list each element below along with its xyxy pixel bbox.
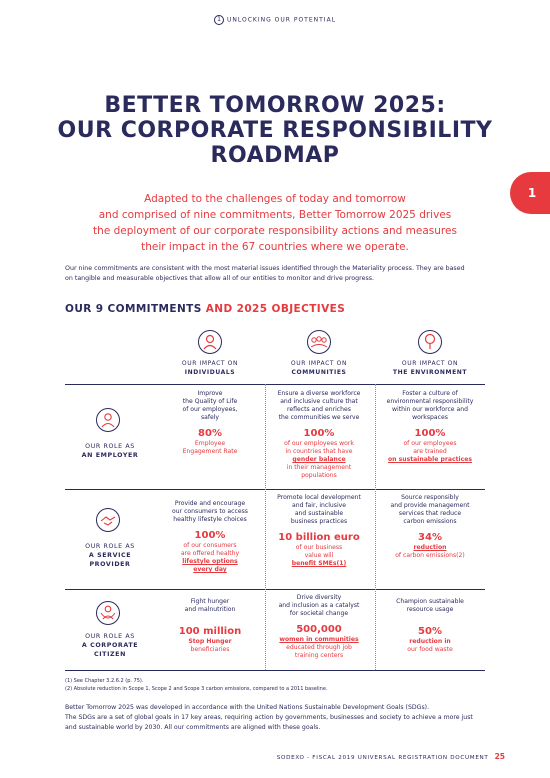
intro-line: their impact in the 67 countries where we operate. [141, 241, 409, 253]
sub-line: value will [304, 552, 334, 559]
paragraph-line: Our nine commitments are consistent with the most material issues identified through the Materiality process. They are based [65, 265, 465, 272]
sdg-paragraph [65, 703, 505, 733]
desc-line: and inclusive culture that [280, 398, 358, 405]
table-divider [65, 589, 485, 590]
desc-line: our consumers to access [172, 508, 248, 515]
footnote: (2) Absolute reduction in Scope 1, Scope 2 and Scope 3 carbon emissions, compared to a 2011 baseline. [65, 686, 328, 692]
row-label-strong: A SERVICE [88, 552, 132, 559]
commitment-cell [160, 500, 260, 574]
objective-value: 100 million [178, 626, 242, 637]
objective-detail [269, 440, 369, 480]
sdg-line: The SDGs are a set of global goals in 17 key areas, requiring action by governments, businesses and society to achieve a more just [65, 714, 473, 721]
cell-description [380, 390, 480, 422]
chapter-header [0, 15, 550, 25]
table-divider [65, 670, 485, 671]
desc-line: Improve [197, 390, 223, 397]
column-heading-line: OUR IMPACT ON [181, 360, 239, 367]
column-heading-environment [380, 360, 480, 377]
desc-line: business practices [290, 518, 348, 525]
objective-value: 80% [198, 428, 222, 439]
group-icon [307, 330, 331, 354]
desc-line: Champion sustainable [396, 598, 464, 605]
sub-line-emphasis: reduction [413, 544, 447, 551]
sub-line: training centers [294, 652, 344, 659]
desc-line: Drive diversity [296, 594, 342, 601]
page-title [0, 93, 550, 168]
commitment-cell [380, 494, 480, 560]
sub-line: of our employees work [284, 440, 354, 447]
sub-line: in countries that have [285, 448, 353, 455]
sub-line: of our consumers [183, 542, 237, 549]
objective-detail [380, 440, 480, 464]
sub-line: our food waste [407, 646, 453, 653]
intro-line: Adapted to the challenges of today and tomorrow [144, 193, 406, 205]
table-divider [65, 489, 485, 490]
chapter-side-tab[interactable]: 1 [510, 172, 550, 214]
commitment-cell [269, 594, 369, 660]
column-separator [375, 384, 376, 670]
objective-value: 100% [194, 530, 226, 541]
intro-text [0, 191, 550, 255]
column-heading-strong: THE ENVIRONMENT [392, 368, 468, 376]
sub-line-emphasis: gender balance [292, 456, 346, 463]
row-label-corporate-citizen [65, 632, 155, 659]
desc-line: healthy lifestyle choices [173, 516, 247, 523]
row-label-strong: AN EMPLOYER [81, 452, 139, 459]
sub-line: of our business [295, 544, 343, 551]
sdg-line: and sustainable world by 2030. All our commitments are aligned with these goals. [65, 724, 321, 731]
sdg-line: Better Tomorrow 2025 was developed in accordance with the United Nations Sustainable Development Goals (SDGs). [65, 704, 430, 711]
objective-value: 10 billion euro [278, 532, 360, 543]
sub-line-emphasis: women in communities [279, 636, 359, 643]
cell-description [160, 500, 260, 524]
desc-line: the communities we serve [278, 414, 360, 421]
objective-value: 34% [418, 532, 442, 543]
desc-line: the Quality of Life [182, 398, 238, 405]
sub-line: are trained [413, 448, 447, 455]
column-heading-strong: COMMUNITIES [291, 368, 347, 376]
cell-description [160, 598, 260, 614]
sub-line: Engagement Rate [182, 448, 238, 455]
objective-detail [380, 638, 480, 654]
handshake-icon [96, 508, 120, 532]
commitment-cell [269, 494, 369, 568]
objective-detail [380, 544, 480, 560]
page-number: 25 [494, 752, 505, 761]
sub-line: in their management [286, 464, 352, 471]
cell-description [269, 594, 369, 618]
sub-line: are offered healthy [180, 550, 240, 557]
tree-icon [418, 330, 442, 354]
desc-line: Fight hunger [190, 598, 230, 605]
sub-line: of carbon emissions(2) [395, 552, 465, 559]
commitment-cell [160, 390, 260, 456]
sub-line-emphasis: every day [193, 566, 227, 573]
desc-line: and inclusion as a catalyst [278, 602, 360, 609]
desc-line: of our employees, [182, 406, 238, 413]
cell-description [269, 494, 369, 526]
intro-line: and comprised of nine commitments, Better Tomorrow 2025 drives [98, 209, 452, 221]
desc-line: Ensure a diverse workforce [277, 390, 361, 397]
sub-line-emphasis: lifestyle options [182, 558, 238, 565]
body-paragraph [65, 264, 505, 284]
paragraph-line: on tangible and measurable objectives that allow all of our entities to monitor and drive progress. [65, 275, 375, 282]
column-heading-individuals [160, 360, 260, 377]
objective-detail [160, 542, 260, 574]
sub-line: populations [301, 472, 337, 479]
column-heading-communities [269, 360, 369, 377]
desc-line: Provide and encourage [174, 500, 246, 507]
citizen-icon [96, 601, 120, 625]
objective-detail [269, 544, 369, 568]
row-label-line: OUR ROLE AS [85, 443, 135, 450]
intro-line: the deployment of our corporate responsibility actions and measures [93, 225, 457, 237]
row-label-line: OUR ROLE AS [85, 543, 135, 550]
row-label-service-provider [65, 542, 155, 569]
page-title-line: ROADMAP [210, 143, 340, 168]
sub-line-emphasis: Stop Hunger [188, 638, 232, 645]
desc-line: resource usage [406, 606, 454, 613]
objective-value: 500,000 [296, 624, 342, 635]
cell-description [380, 598, 480, 614]
row-label-strong: A CORPORATE [81, 642, 139, 649]
desc-line: workspaces [412, 414, 448, 421]
desc-line: Source responsibly [401, 494, 459, 501]
desc-line: safely [200, 414, 220, 421]
desc-line: Foster a culture of [402, 390, 458, 397]
employee-icon [96, 408, 120, 432]
cell-description [269, 390, 369, 422]
objective-value: 50% [418, 626, 442, 637]
desc-line: and sustainable [294, 510, 344, 517]
section-title-navy: OUR 9 COMMITMENTS [65, 303, 202, 315]
section-title-red: AND 2025 OBJECTIVES [205, 303, 346, 315]
sub-line: beneficiaries [190, 646, 230, 653]
desc-line: and provide management [390, 502, 470, 509]
desc-line: Promote local development [277, 494, 361, 501]
cell-description [160, 390, 260, 422]
sub-line-emphasis: on sustainable practices [388, 456, 472, 463]
sub-line: educated through job [286, 644, 352, 651]
commitment-cell [380, 390, 480, 464]
person-icon [198, 330, 222, 354]
objective-detail [160, 440, 260, 456]
section-title [65, 303, 345, 315]
sub-line-emphasis: reduction in [409, 638, 451, 645]
desc-line: within our workforce and [392, 406, 468, 413]
row-label-employer [65, 442, 155, 460]
objective-detail [160, 638, 260, 654]
column-heading-line: OUR IMPACT ON [401, 360, 459, 367]
desc-line: and fair, inclusive [291, 502, 347, 509]
table-divider [65, 384, 485, 385]
desc-line: carbon emissions [403, 518, 457, 525]
row-label-strong: PROVIDER [89, 561, 131, 568]
desc-line: services that reduce [398, 510, 462, 517]
sub-line: of our employees [403, 440, 457, 447]
footnote: (1) See Chapter 3.2.6.2 (p. 75). [65, 678, 144, 684]
desc-line: environmental responsibility [386, 398, 474, 405]
page-title-line: OUR CORPORATE RESPONSIBILITY [57, 118, 493, 143]
footer-text: SODEXO - FISCAL 2019 UNIVERSAL REGISTRATION DOCUMENT [276, 755, 489, 761]
desc-line: and malnutrition [184, 606, 236, 613]
sub-line: Employee [194, 440, 226, 447]
chapter-number: 1 [214, 15, 224, 25]
column-heading-line: OUR IMPACT ON [290, 360, 348, 367]
column-heading-strong: INDIVIDUALS [184, 368, 236, 376]
chapter-title: UNLOCKING OUR POTENTIAL [226, 16, 337, 24]
column-separator [265, 384, 266, 670]
footnotes [65, 677, 328, 693]
commitment-cell [380, 598, 480, 654]
page-title-line: BETTER TOMORROW 2025: [104, 93, 446, 118]
objective-detail [269, 636, 369, 660]
row-label-strong: CITIZEN [94, 651, 126, 658]
objective-value: 100% [414, 428, 446, 439]
commitment-cell [269, 390, 369, 480]
commitment-cell [160, 598, 260, 654]
cell-description [380, 494, 480, 526]
row-label-line: OUR ROLE AS [85, 633, 135, 640]
desc-line: for societal change [289, 610, 349, 617]
sub-line-emphasis: benefit SMEs(1) [291, 560, 347, 567]
desc-line: reflects and enriches [287, 406, 351, 413]
page-footer [277, 752, 505, 761]
objective-value: 100% [303, 428, 335, 439]
